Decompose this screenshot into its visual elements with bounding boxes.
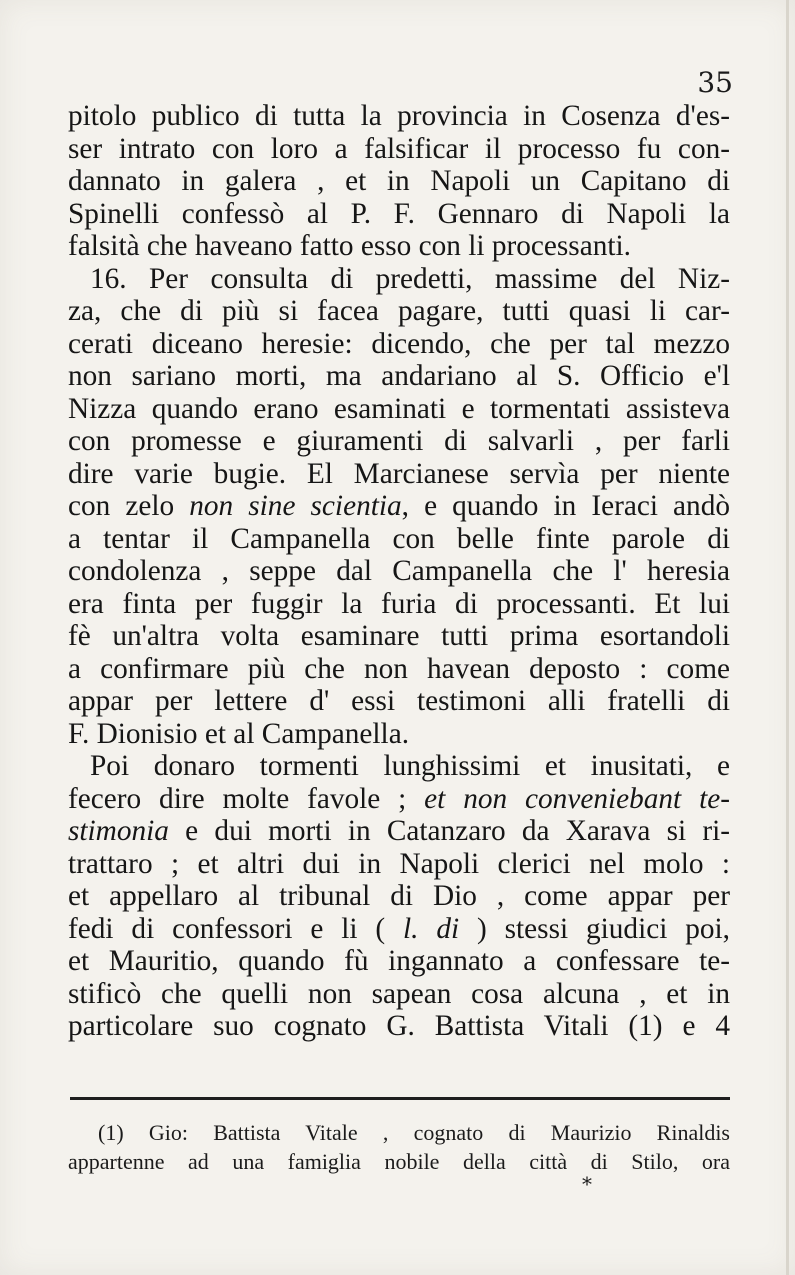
text-line-11: con promesse e giuramenti di salvarli , per farli	[68, 425, 730, 457]
text-line-18: a confirmare più che non havean deposto : come	[68, 652, 730, 685]
body-text	[68, 100, 730, 1043]
text-line-28: stificò che quelli non sapean cosa alcuna , et in	[68, 977, 730, 1010]
text-line-16: era finta per fuggir la furia di processanti. Et lui	[68, 587, 730, 620]
page-number: 35	[697, 66, 733, 99]
text-line-4: Spinelli confessò al P. F. Gennaro di Napoli la	[68, 197, 730, 230]
text-line-7: za, che di più si facea pagare, tutti quasi li car-	[68, 295, 730, 327]
text-line-5: falsità che haveano fatto esso con li processanti.	[68, 230, 631, 262]
text-line-21: Poi donaro tormenti lunghissimi et inusitati, e	[90, 750, 730, 782]
italic-phrase: et non conveniebant te-	[424, 782, 730, 815]
text-line-8: cerati diceano heresie: dicendo, che per tal mezzo	[68, 327, 730, 360]
signature-mark: *	[582, 1172, 592, 1196]
text-segment: , e quando in Ieraci andò	[401, 490, 730, 522]
text-line-1: pitolo publico di tutta la provincia in Cosenza d'es-	[68, 100, 730, 132]
text-line-26	[68, 913, 730, 946]
text-line-14: a tentar il Campanella con belle finte parole di	[68, 522, 730, 555]
footnote-rule	[70, 1097, 730, 1100]
page-edge	[786, 0, 789, 1275]
footnote-line-2: appartenne ad una famiglia nobile della città di Stilo, ora	[68, 1149, 730, 1174]
text-line-10: Nizza quando erano esaminati e tormentati assisteva	[68, 392, 730, 425]
footnotes	[68, 1118, 730, 1176]
text-line-23	[68, 815, 730, 848]
italic-phrase: l. di	[403, 912, 460, 945]
text-line-13	[68, 490, 730, 523]
italic-phrase: non sine scientia	[189, 490, 402, 522]
text-line-27: et Mauritio, quando fù ingannato a confessare te-	[68, 945, 730, 977]
text-line-12: dire varie bugie. El Marcianese servìa per niente	[68, 457, 730, 490]
text-line-15: condolenza , seppe dal Campanella che l' heresia	[68, 555, 730, 587]
text-line-22	[68, 783, 730, 816]
text-line-20: F. Dionisio et al Campanella.	[68, 717, 410, 750]
text-segment: con zelo	[68, 490, 190, 522]
text-line-9: non sariano morti, ma andariano al S. Officio e'l	[68, 360, 730, 392]
italic-phrase: stimonia	[68, 815, 169, 847]
text-segment: e dui morti in Catanzaro da Xarava si ri-	[168, 815, 730, 847]
text-segment: ) stessi giudici poi,	[459, 912, 730, 945]
text-line-17: fè un'altra volta esaminare tutti prima esortandoli	[68, 620, 730, 652]
text-line-6: 16. Per consulta di predetti, massime del Niz-	[90, 262, 730, 295]
text-segment: fedi di confessori e li (	[68, 912, 404, 945]
footnote-line-1: (1) Gio: Battista Vitale , cognato di Maurizio Rinaldis	[98, 1120, 730, 1145]
text-line-19: appar per lettere d' essi testimoni alli fratelli di	[68, 685, 730, 717]
text-line-29: particolare suo cognato G. Battista Vitali (1) e 4	[68, 1010, 730, 1042]
text-line-24: trattaro ; et altri dui in Napoli clerici nel molo :	[68, 847, 730, 880]
text-line-25: et appellaro al tribunal di Dio , come appar per	[68, 880, 730, 912]
text-line-3: dannato in galera , et in Napoli un Capitano di	[68, 165, 730, 197]
text-segment: fecero dire molte favole ;	[68, 782, 425, 815]
text-line-2: ser intrato con loro a falsificar il processo fu con-	[68, 132, 730, 165]
